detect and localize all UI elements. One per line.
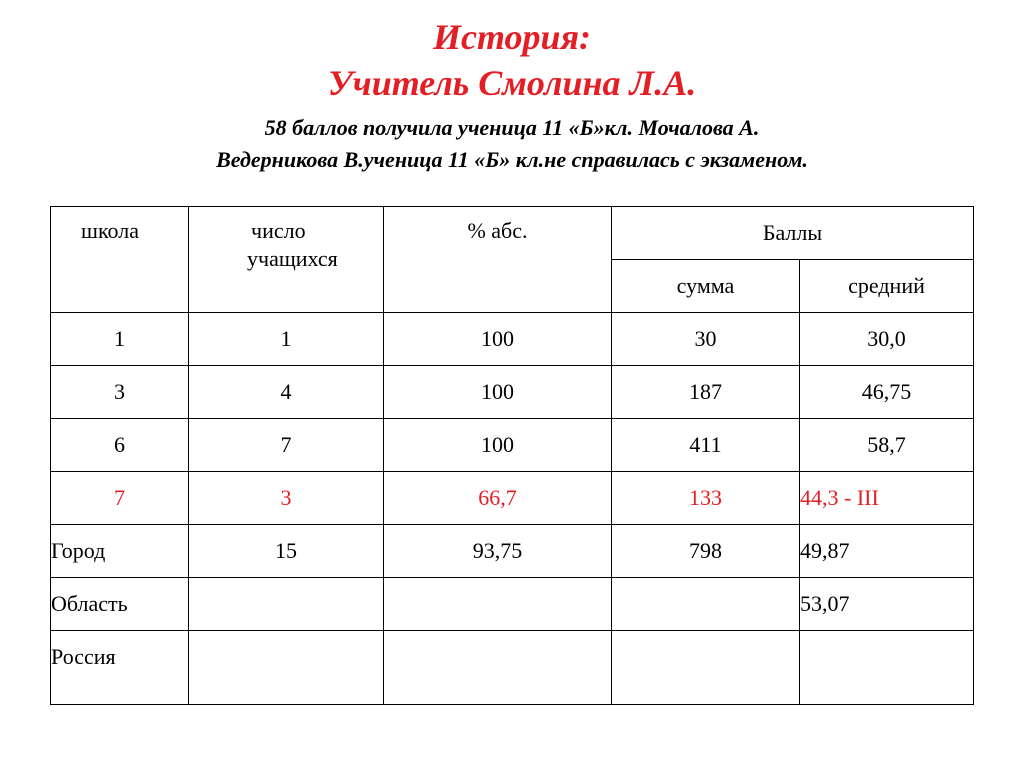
- cell-students: 1: [189, 313, 384, 366]
- cell-students: [189, 631, 384, 705]
- subject-title: История:: [432, 17, 592, 57]
- title-block: [0, 14, 1024, 176]
- cell-school: 3: [51, 366, 189, 419]
- table-row-highlighted: [51, 472, 974, 525]
- header-avg-label: средний: [848, 273, 925, 298]
- header-students-line2: учащихся: [247, 246, 338, 271]
- cell-school: 7: [51, 472, 189, 525]
- table-row: [51, 313, 974, 366]
- cell-school: 6: [51, 419, 189, 472]
- header-sum-label: сумма: [676, 273, 735, 298]
- cell-students: 7: [189, 419, 384, 472]
- header-sum: [612, 260, 800, 313]
- table-row: [51, 631, 974, 705]
- cell-avg: 49,87: [800, 525, 974, 578]
- header-school-label: школа: [81, 218, 139, 243]
- cell-avg: 30,0: [800, 313, 974, 366]
- results-table: [50, 206, 974, 705]
- header-students-label: [189, 207, 383, 273]
- cell-sum: [612, 578, 800, 631]
- cell-students: 15: [189, 525, 384, 578]
- table-row: [51, 578, 974, 631]
- cell-school: Область: [51, 578, 189, 631]
- cell-percent: [384, 578, 612, 631]
- cell-sum: 133: [612, 472, 800, 525]
- note-line-2: Ведерникова В.ученица 11 «Б» кл.не справилась с экзаменом.: [216, 147, 808, 172]
- header-school: [51, 207, 189, 313]
- cell-sum: [612, 631, 800, 705]
- header-percent-label: % абс.: [467, 218, 528, 243]
- teacher-title: Учитель Смолина Л.А.: [327, 63, 697, 103]
- note-line-1: 58 баллов получила ученица 11 «Б»кл. Мочалова А.: [264, 115, 760, 140]
- cell-avg: 46,75: [800, 366, 974, 419]
- cell-percent: [384, 631, 612, 705]
- cell-sum: 30: [612, 313, 800, 366]
- cell-percent: 66,7: [384, 472, 612, 525]
- cell-sum: 187: [612, 366, 800, 419]
- cell-school-label: Россия: [51, 644, 116, 669]
- cell-sum: 411: [612, 419, 800, 472]
- header-avg: [800, 260, 974, 313]
- cell-school: 1: [51, 313, 189, 366]
- cell-school: [51, 631, 189, 705]
- cell-students: 4: [189, 366, 384, 419]
- table-row: [51, 525, 974, 578]
- table-row: [51, 419, 974, 472]
- table-row: [51, 366, 974, 419]
- cell-school: Город: [51, 525, 189, 578]
- cell-students: [189, 578, 384, 631]
- cell-percent: 100: [384, 366, 612, 419]
- cell-avg: 44,3 - III: [800, 472, 974, 525]
- header-percent: [384, 207, 612, 313]
- cell-students: 3: [189, 472, 384, 525]
- header-points-label: Баллы: [762, 220, 823, 245]
- header-points: [612, 207, 974, 260]
- cell-avg: [800, 631, 974, 705]
- cell-avg: 53,07: [800, 578, 974, 631]
- cell-avg: 58,7: [800, 419, 974, 472]
- cell-percent: 100: [384, 419, 612, 472]
- cell-sum: 798: [612, 525, 800, 578]
- header-students-line1: число: [251, 218, 306, 243]
- cell-percent: 100: [384, 313, 612, 366]
- header-row: [51, 207, 974, 260]
- cell-percent: 93,75: [384, 525, 612, 578]
- header-students: [189, 207, 384, 313]
